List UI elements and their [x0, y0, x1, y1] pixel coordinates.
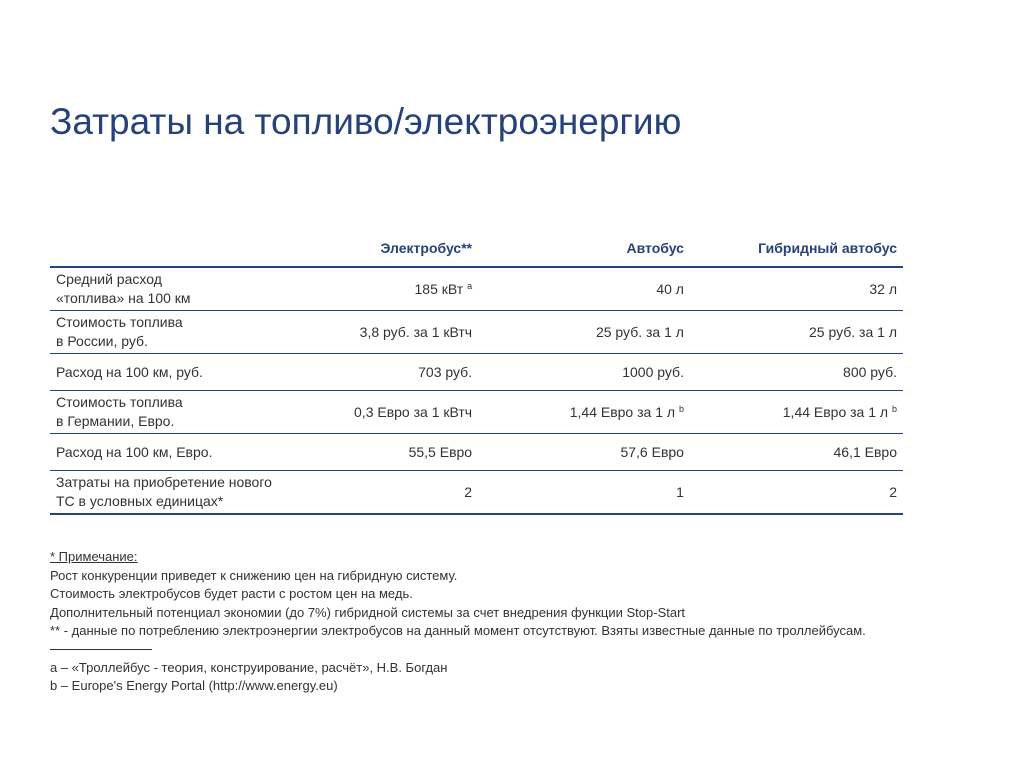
table-cell: [478, 471, 690, 515]
cell-value: 800 руб.: [843, 363, 897, 380]
row-label: [50, 311, 282, 354]
table-cell: [690, 434, 903, 471]
table-cell: [282, 471, 478, 515]
note-line: Дополнительный потенциал экономии (до 7%) гибридной системы за счет внедрения функции Stop-Start: [50, 604, 686, 620]
table-cell: [282, 267, 478, 311]
table-cell: [478, 354, 690, 391]
table-cell: [478, 267, 690, 311]
reference-line: a – «Троллейбус - теория, конструирование, расчёт», Н.В. Богдан: [50, 659, 448, 675]
row-label: [50, 434, 282, 471]
row-label-line: Средний расход: [56, 271, 162, 287]
row-label-line: Расход на 100 км, руб.: [56, 363, 203, 380]
row-label-line: Стоимость топлива: [56, 394, 183, 410]
table-cell: [478, 391, 690, 434]
table-row: [50, 391, 903, 434]
cell-value: 2: [464, 483, 473, 500]
table-row: [50, 311, 903, 354]
cell-value: 32 л: [869, 280, 897, 297]
table-cell: [282, 354, 478, 391]
footnote-marker: b: [678, 403, 684, 414]
row-label-line: Стоимость топлива: [56, 314, 183, 330]
table-cell: [282, 434, 478, 471]
note-line: Рост конкуренции приведет к снижению цен на гибридную систему.: [50, 567, 458, 583]
table-cell: [690, 267, 903, 311]
table-cell: [690, 471, 903, 515]
table-cell: [478, 434, 690, 471]
table-cell: [282, 391, 478, 434]
fuel-cost-table: [50, 230, 903, 515]
row-label-line: Расход на 100 км, Евро.: [56, 443, 213, 460]
table-row: [50, 434, 903, 471]
cell-value: 1: [676, 483, 684, 500]
table-cell: [690, 354, 903, 391]
cell-value: 1000 руб.: [622, 363, 684, 380]
row-label-line: в России, руб.: [56, 333, 148, 349]
header-empty: [50, 230, 282, 267]
notes-heading: * Примечание:: [50, 549, 138, 564]
cell-value: 2: [889, 483, 897, 500]
cell-value: 3,8 руб. за 1 кВтч: [359, 323, 473, 340]
header-bus: Автобус: [478, 230, 690, 267]
table-row: [50, 471, 903, 515]
cell-value: 185 кВт: [414, 280, 464, 297]
cell-value: 40 л: [656, 280, 684, 297]
header-electrobus: Электробус**: [282, 230, 478, 267]
row-label-line: Затраты на приобретение нового: [56, 474, 272, 490]
row-label: [50, 354, 282, 391]
table-cell: [282, 311, 478, 354]
cell-value: 25 руб. за 1 л: [809, 323, 897, 340]
table-row: [50, 267, 903, 311]
table-cell: [690, 391, 903, 434]
row-label-line: «топлива» на 100 км: [56, 290, 191, 306]
row-label: [50, 471, 282, 515]
header-hybrid-bus: Гибридный автобус: [690, 230, 903, 267]
table-cell: [690, 311, 903, 354]
cell-value: 25 руб. за 1 л: [595, 323, 684, 340]
reference-line: b – Europe's Energy Portal (http://www.energy.eu): [50, 678, 338, 693]
row-label-line: ТС в условных единицах*: [56, 493, 224, 509]
cell-value: 57,6 Евро: [620, 443, 684, 460]
table-cell: [478, 311, 690, 354]
table-row: [50, 354, 903, 391]
cell-value: 0,3 Евро за 1 кВтч: [354, 403, 473, 420]
cell-value: 703 руб.: [418, 363, 473, 380]
row-label: [50, 267, 282, 311]
note-line: Стоимость электробусов будет расти с ростом цен на медь.: [50, 586, 413, 601]
cell-value: 46,1 Евро: [833, 443, 897, 460]
cell-value: 1,44 Евро за 1 л: [569, 403, 676, 420]
table-header-row: [50, 230, 903, 267]
cell-value: 1,44 Евро за 1 л: [782, 403, 889, 420]
footnote-marker: b: [891, 403, 897, 414]
row-label: [50, 391, 282, 434]
cell-value: 55,5 Евро: [408, 443, 473, 460]
page-title: Затраты на топливо/электроэнергию: [50, 101, 682, 142]
row-label-line: в Германии, Евро.: [56, 413, 175, 429]
footnote-divider: [50, 649, 152, 650]
note-line: ** - данные по потреблению электроэнергии электробусов на данный момент отсутствуют. Взяты известные данные по троллейбусам.: [50, 623, 866, 638]
footnotes: [50, 548, 930, 696]
footnote-marker: a: [467, 280, 473, 291]
